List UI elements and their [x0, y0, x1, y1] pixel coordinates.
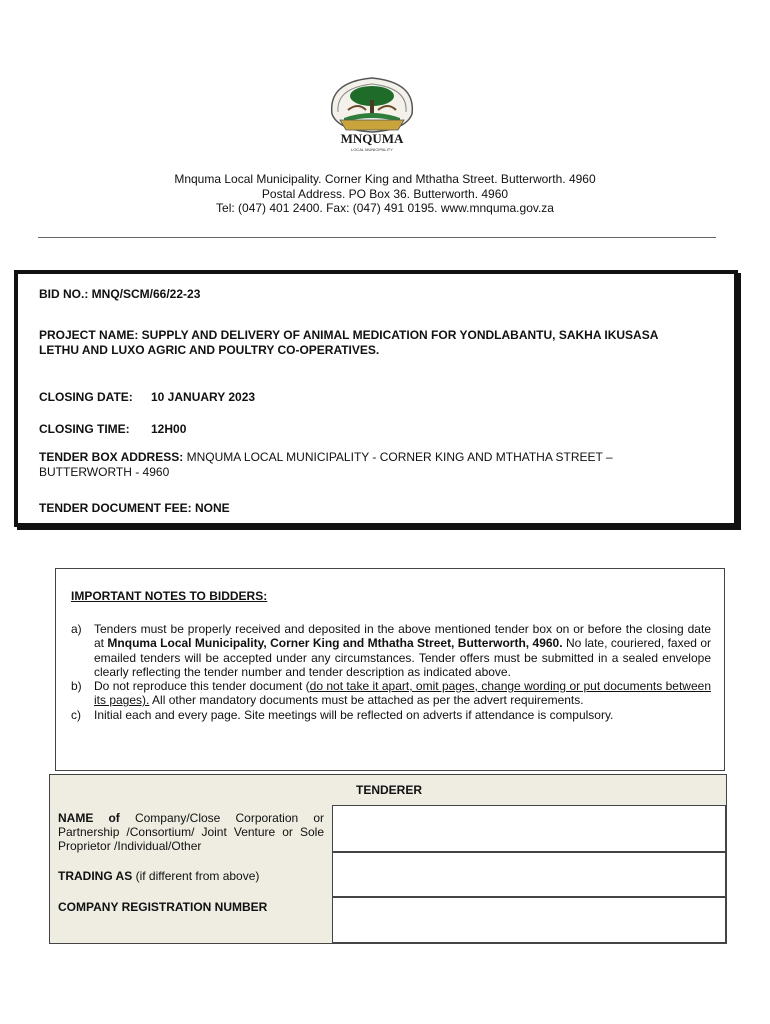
tender-box-value-2: BUTTERWORTH - 4960: [39, 465, 170, 479]
project-name-line-2: LETHU AND LUXO AGRIC AND POULTRY CO-OPERATIVES.: [39, 343, 380, 357]
company-name-field[interactable]: [332, 805, 726, 852]
closing-date-label: CLOSING DATE:: [39, 390, 133, 404]
note-a-address: Mnquma Local Municipality, Corner King and Mthatha Street, Butterworth, 4960.: [107, 636, 563, 651]
name-of-label-bold: NAME of: [58, 811, 120, 825]
note-a-text: Tenders must be properly received and deposited in the above mentioned tender box on or before the closing date at: [94, 622, 711, 651]
trading-as-bold: TRADING AS: [58, 869, 133, 883]
address-line-1: Mnquma Local Municipality. Corner King and Mthatha Street. Butterworth. 4960: [174, 172, 596, 186]
tender-box-label: TENDER BOX ADDRESS:: [39, 450, 184, 464]
logo-subtext: LOCAL MUNICIPALITY: [351, 147, 393, 152]
note-b-text: Do not reproduce this tender document (: [94, 679, 310, 693]
tenderer-title: TENDERER: [355, 783, 422, 797]
note-a-label: a): [71, 622, 82, 636]
registration-number-label: COMPANY REGISTRATION NUMBER: [58, 900, 268, 914]
note-b: [71, 679, 711, 708]
address-line-3: Tel: (047) 401 2400. Fax: (047) 491 0195. www.mnquma.gov.za: [216, 201, 554, 215]
registration-number-field[interactable]: [332, 897, 726, 943]
note-c-text: Initial each and every page. Site meetings will be reflected on adverts if attendance is compulsory.: [94, 708, 614, 722]
closing-time: 12H00: [151, 422, 187, 436]
address-line-2: Postal Address. PO Box 36. Butterworth. 4960: [261, 187, 509, 201]
bid-info-box: [14, 270, 738, 527]
bid-number: BID NO.: MNQ/SCM/66/22-23: [39, 287, 201, 301]
trading-as-rest: (if different from above): [132, 869, 260, 883]
trading-as-field[interactable]: [332, 852, 726, 897]
tender-box-address: [39, 450, 613, 465]
note-a-text-2: No late, couriered, faxed or emailed tenders will be accepted under any circumstances. Tender offers must be submitted in a sealed envelope clearly reflecting the tender number and tender description as indicated above.: [94, 636, 712, 679]
name-of-label-rest: Company/Close Corporation or Partnership /Consortium/ Joint Venture or Sole Proprietor /Individual/Other: [58, 811, 324, 853]
municipality-logo: [318, 74, 426, 154]
closing-time-label: CLOSING TIME:: [39, 422, 130, 436]
name-of-label: [50, 811, 332, 853]
note-c-label: c): [71, 708, 81, 722]
closing-date: 10 JANUARY 2023: [151, 390, 256, 404]
note-c: [71, 708, 711, 722]
notes-title: IMPORTANT NOTES TO BIDDERS:: [71, 589, 268, 603]
tenderer-table: [49, 774, 727, 944]
note-b-label: b): [71, 679, 82, 693]
tender-document-fee: TENDER DOCUMENT FEE: NONE: [39, 501, 230, 515]
project-name-line-1: PROJECT NAME: SUPPLY AND DELIVERY OF ANIMAL MEDICATION FOR YONDLABANTU, SAKHA IKUSASA: [39, 328, 659, 342]
logo-wordmark: MNQUMA: [340, 131, 404, 146]
note-a: [71, 622, 711, 679]
note-b-text-2: All other mandatory documents must be attached as per the advert requirements.: [149, 693, 584, 708]
important-notes-box: [55, 568, 725, 771]
header-divider: [38, 237, 716, 238]
note-b-underlined: do not take it apart, omit pages, change wording or put documents between its pages).: [94, 679, 711, 708]
trading-as-label: [50, 869, 332, 883]
tender-box-value: MNQUMA LOCAL MUNICIPALITY - CORNER KING AND MTHATHA STREET –: [186, 450, 613, 464]
